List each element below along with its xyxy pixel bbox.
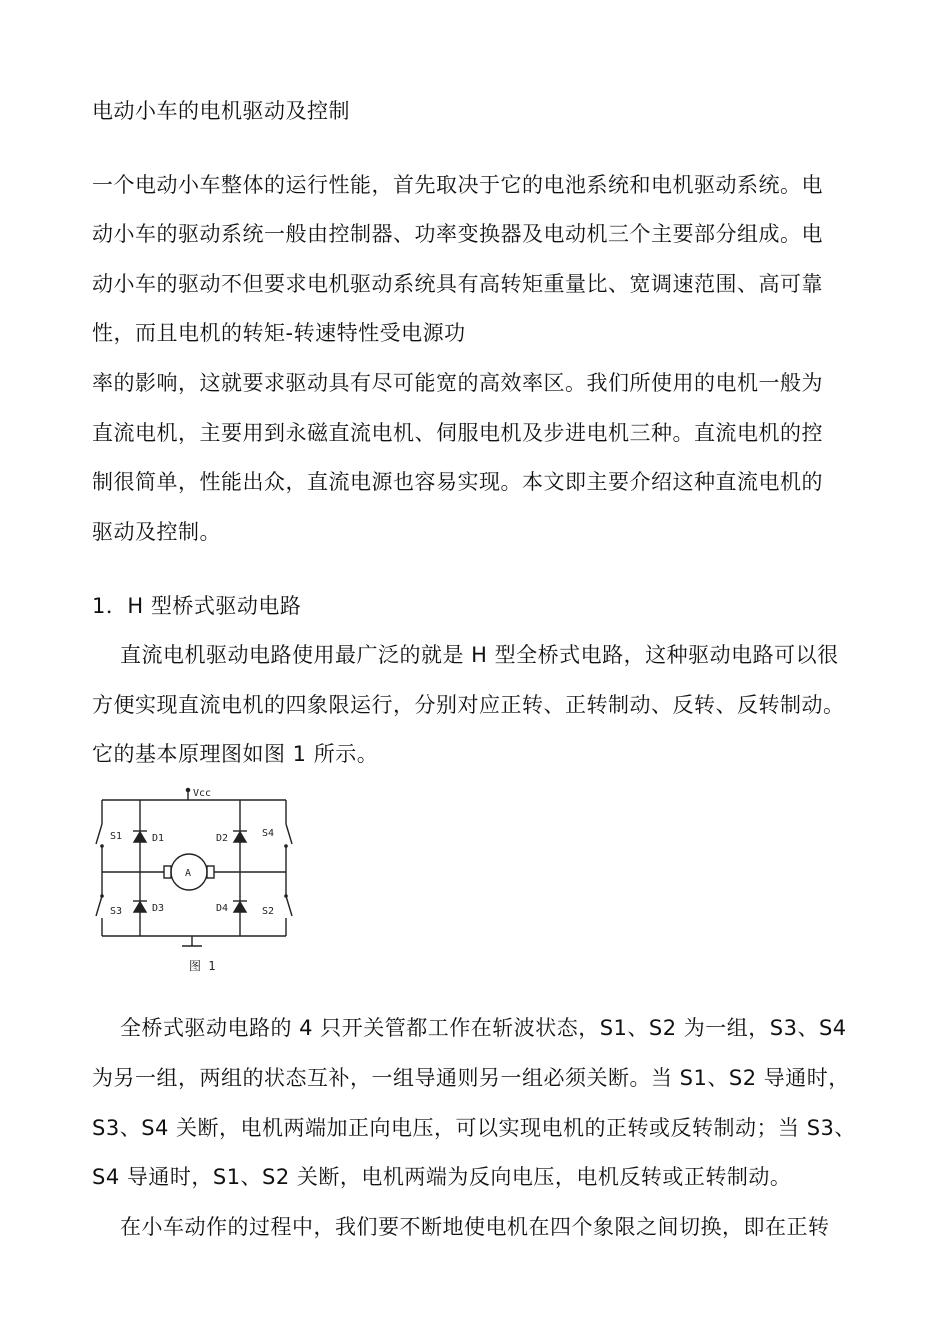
- figure-caption: 图 1: [189, 959, 216, 973]
- intro-line-3: 动小车的驱动不但要求电机驱动系统具有高转矩重量比、宽调速范围、高可靠: [92, 272, 823, 296]
- intro-line-1: 一个电动小车整体的运行性能，首先取决于它的电池系统和电机驱动系统。电: [92, 173, 823, 197]
- intro-line-4: 性，而且电机的转矩-转速特性受电源功: [92, 321, 466, 345]
- intro-line-6: 直流电机，主要用到永磁直流电机、伺服电机及步进电机三种。直流电机的控: [92, 421, 823, 445]
- intro-line-8: 驱动及控制。: [92, 520, 221, 544]
- paragraph-line-1: 全桥式驱动电路的 4 只开关管都工作在斩波状态，S1、S2 为一组，S3、S4: [120, 1016, 847, 1040]
- switch-label-s1: S1: [110, 831, 123, 842]
- intro-line-7: 制很简单，性能出众，直流电源也容易实现。本文即主要介绍这种直流电机的: [92, 470, 823, 494]
- section-heading: 1．H 型桥式驱动电路: [92, 594, 302, 618]
- switch-label-s3: S3: [110, 906, 123, 917]
- switch-label-s2: S2: [262, 906, 275, 917]
- diode-label-d4: D4: [216, 903, 229, 914]
- diode-label-d2: D2: [216, 833, 229, 844]
- document-title: 电动小车的电机驱动及控制: [92, 99, 350, 123]
- switch-label-s4: S4: [262, 828, 275, 839]
- section-line-2: 方便实现直流电机的四象限运行，分别对应正转、正转制动、反转、反转制动。: [92, 693, 845, 717]
- diode-label-d1: D1: [152, 833, 165, 844]
- intro-line-2: 动小车的驱动系统一般由控制器、功率变换器及电动机三个主要部分组成。电: [92, 222, 823, 246]
- paragraph-last-line: 在小车动作的过程中，我们要不断地使电机在四个象限之间切换，即在正转: [120, 1215, 830, 1239]
- paragraph-line-4: S4 导通时，S1、S2 关断，电机两端为反向电压，电机反转或正转制动。: [92, 1165, 792, 1189]
- h-bridge-diagram: [92, 786, 310, 978]
- motor-label: A: [185, 868, 192, 879]
- intro-line-5: 率的影响，这就要求驱动具有尽可能宽的高效率区。我们所使用的电机一般为: [92, 371, 823, 395]
- paragraph-line-2: 为另一组，两组的状态互补，一组导通则另一组必须关断。当 S1、S2 导通时，: [92, 1066, 850, 1090]
- section-line-3: 它的基本原理图如图 1 所示。: [92, 742, 379, 766]
- section-line-1: 直流电机驱动电路使用最广泛的就是 H 型全桥式电路，这种驱动电路可以很: [120, 643, 839, 667]
- diode-label-d3: D3: [152, 903, 165, 914]
- paragraph-line-3: S3、S4 关断，电机两端加正向电压，可以实现电机的正转或反转制动；当 S3、: [92, 1116, 856, 1140]
- vcc-label: Vcc: [193, 788, 212, 799]
- h-bridge-circuit-figure: [92, 786, 310, 978]
